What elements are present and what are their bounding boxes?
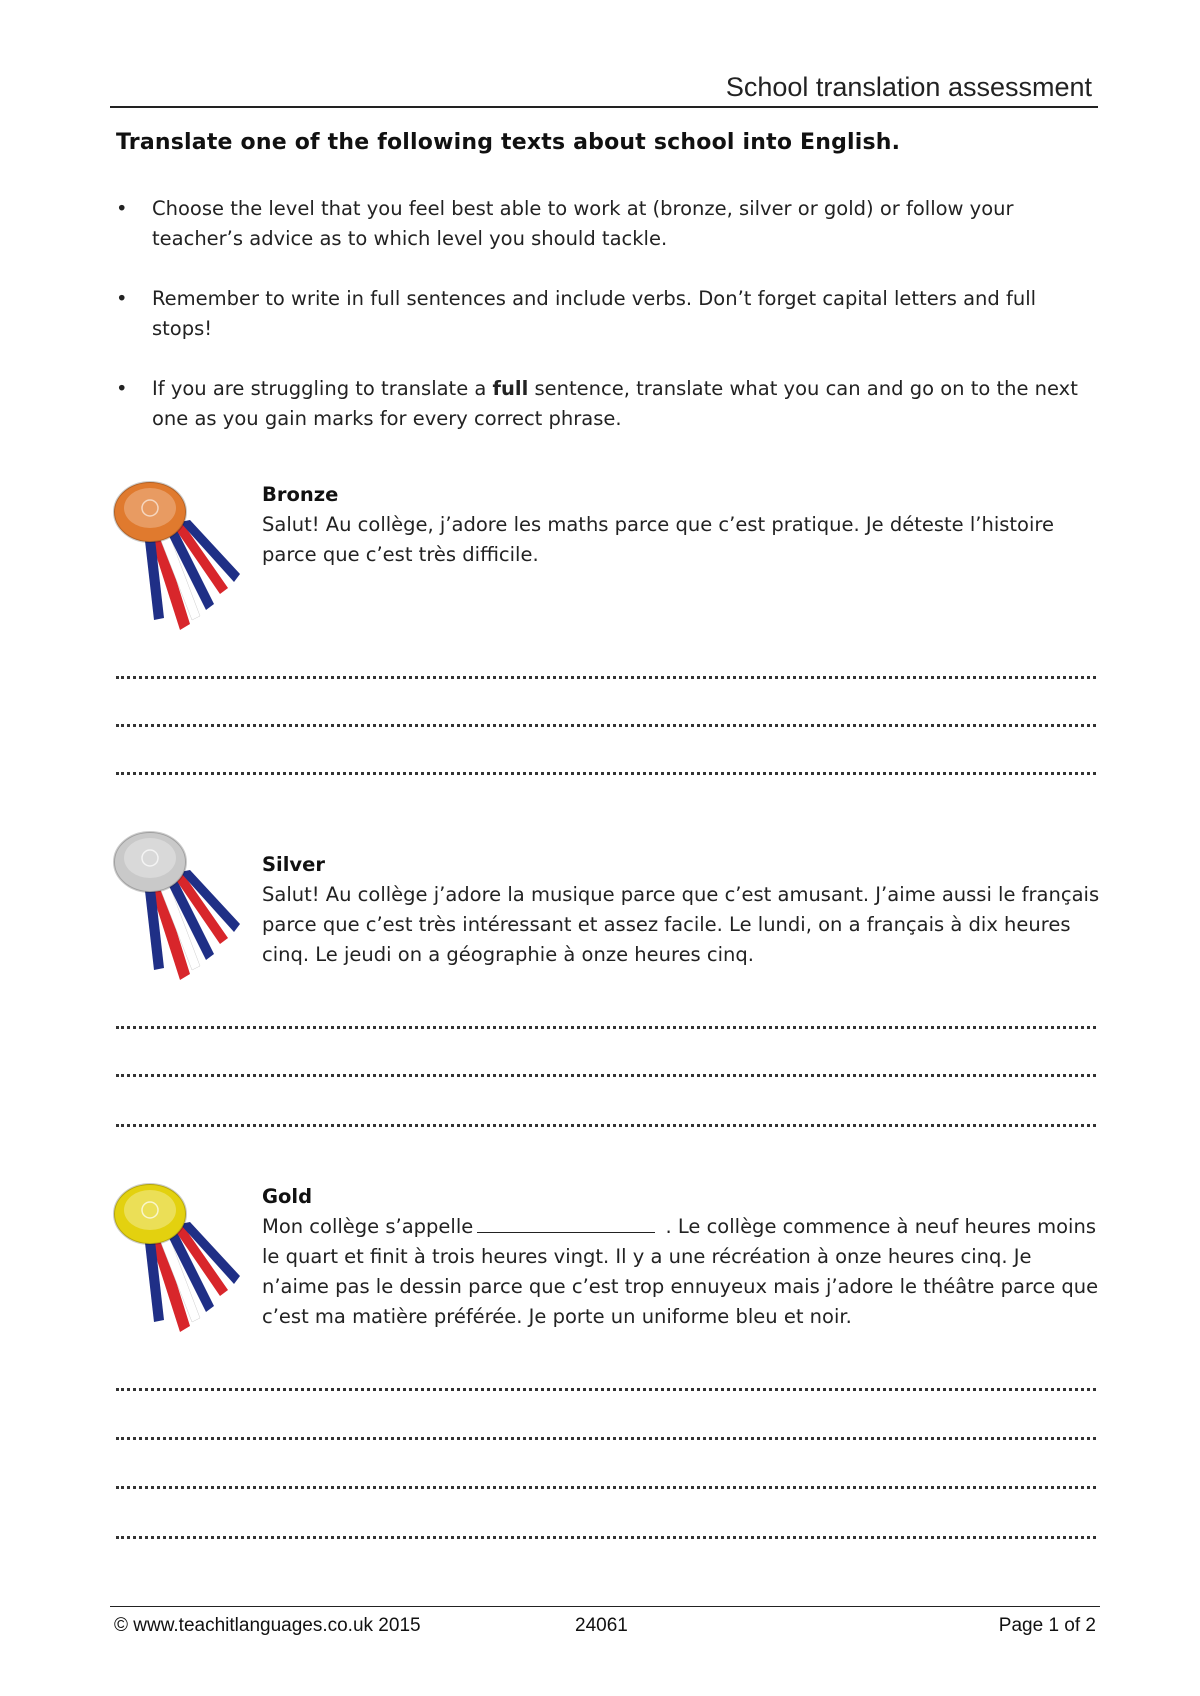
gold-title: Gold [262,1185,313,1208]
school-name-blank[interactable] [477,1212,655,1233]
instruction-pre: Translate [116,130,241,155]
bronze-passage: Salut! Au collège, j’adore les maths parce que c’est pratique. Je déteste l’histoire parce que c’est très difficile. [262,513,1054,566]
bullet-text: Remember to write in full sentences and include verbs. Don’t forget capital letters and full stops! [152,287,1037,340]
page-title: School translation assessment [725,72,1092,102]
answer-line[interactable] [116,1536,1096,1539]
resource-code: 24061 [575,1615,628,1636]
bullet-icon: • [116,197,128,220]
answer-line[interactable] [116,676,1096,679]
silver-passage: Salut! Au collège j’adore la musique parce que c’est amusant. J’aime aussi le français parce que c’est très intéressant et assez facile. Le lundi, on a français à dix heures cinq. Le jeudi on a géographie à onze heures cinq. [262,883,1100,966]
answer-line[interactable] [116,1486,1096,1489]
list-item [116,194,1096,254]
bullet-icon: • [116,287,128,310]
bullet-text-pre: If you are struggling to translate a [152,377,493,400]
answer-line[interactable] [116,724,1096,727]
page-number: Page 1 of 2 [998,1615,1096,1636]
gold-passage [262,1212,1102,1332]
answer-line[interactable] [116,1074,1096,1077]
list-item [116,284,1096,344]
list-item [116,374,1096,434]
bronze-title: Bronze [262,483,339,506]
bronze-text-block [262,480,1102,570]
gold-passage-rest: . Le collège commence à neuf heures moins le quart et finit à trois heures vingt. Il y a une récréation à onze heures cinq. Je n’aime pas le dessin parce que c’est trop ennuyeux mais j’adore le théâtre parce que c’est ma matière préférée. Je porte un uniforme bleu et noir. [262,1215,1099,1328]
main-instruction [116,130,900,155]
bullet-text-emphasis: full [492,377,529,400]
gold-passage-start: Mon collège s’appelle [262,1215,474,1238]
page-header [110,64,1098,108]
instruction-emphasis: one [240,130,287,155]
answer-line[interactable] [116,1026,1096,1029]
instruction-list [116,194,1096,464]
page-footer [110,1606,1100,1647]
silver-medal-icon [110,820,250,990]
copyright-text: © www.teachitlanguages.co.uk 2015 [114,1615,421,1636]
answer-line[interactable] [116,772,1096,775]
instruction-post: of the following texts about school into English. [286,130,901,155]
bullet-text: Choose the level that you feel best able to work at (bronze, silver or gold) or follow your teacher’s advice as to which level you should tackle. [152,197,1014,250]
answer-line[interactable] [116,1437,1096,1440]
bullet-text-post: sentence, translate what you can and go on to the next one as you gain marks for every correct phrase. [152,377,1078,430]
silver-text-block [262,850,1102,970]
gold-medal-icon [110,1172,250,1342]
answer-line[interactable] [116,1388,1096,1391]
gold-text-block [262,1182,1102,1332]
bronze-medal-icon [110,470,250,640]
silver-title: Silver [262,853,325,876]
answer-line[interactable] [116,1124,1096,1127]
bullet-icon: • [116,377,128,400]
